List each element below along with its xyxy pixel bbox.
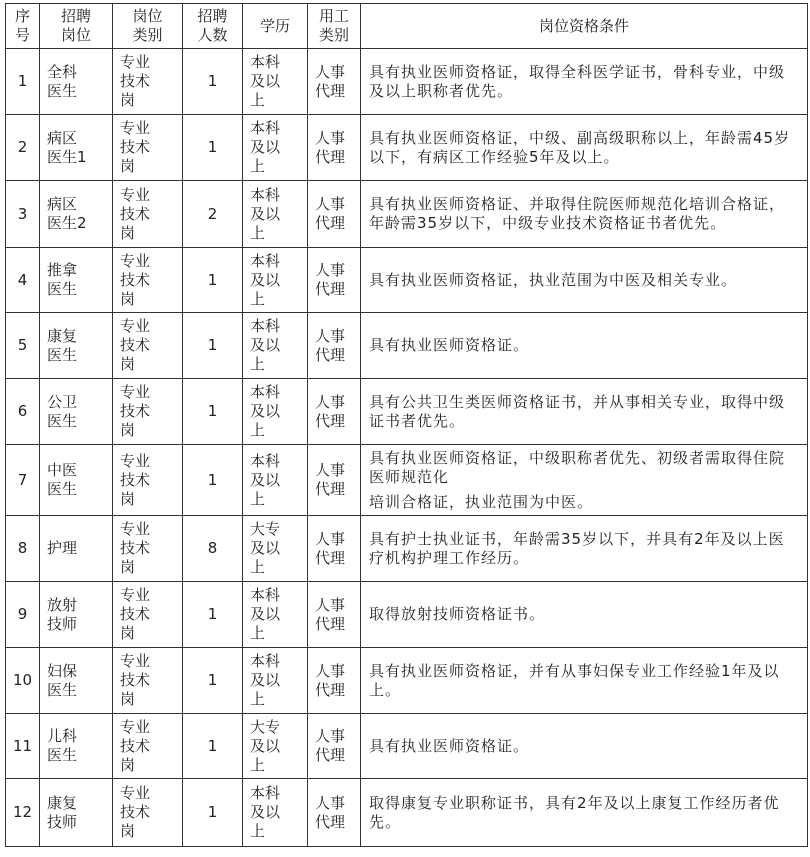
- row-employment: 人事 代理: [308, 516, 361, 582]
- table-row: [6, 379, 808, 445]
- table-row: [6, 49, 808, 115]
- row-number: 6: [6, 379, 40, 445]
- row-number: 3: [6, 181, 40, 248]
- row-category: 专业 技术 岗: [113, 379, 183, 445]
- row-number: 9: [6, 582, 40, 648]
- row-number: 1: [6, 49, 40, 115]
- row-requirements: 具有执业医师资格证、并取得住院医师规范化培训合格证，年龄需35岁以下，中级专业技术资格证书者优先。: [361, 181, 808, 248]
- row-employment: 人事 代理: [308, 582, 361, 648]
- row-requirements: 具有执业医师资格证，执业范围为中医及相关专业。: [361, 248, 808, 313]
- row-employment: 人事 代理: [308, 248, 361, 313]
- row-requirements: 取得康复专业职称证书，具有2年及以上康复工作经历者优先。: [361, 779, 808, 847]
- row-count: 1: [183, 582, 243, 648]
- row-education: 本科 及以 上: [243, 115, 308, 181]
- row-education: 本科 及以 上: [243, 379, 308, 445]
- row-employment: 人事 代理: [308, 379, 361, 445]
- row-education: 本科 及以 上: [243, 181, 308, 248]
- row-education: 本科 及以 上: [243, 445, 308, 516]
- row-count: 1: [183, 313, 243, 379]
- row-position: 病区 医生1: [40, 115, 113, 181]
- row-education: 本科 及以 上: [243, 248, 308, 313]
- table-row: [6, 115, 808, 181]
- row-position: 病区 医生2: [40, 181, 113, 248]
- table-row: [6, 181, 808, 248]
- recruitment-table: [5, 3, 808, 847]
- table-row: [6, 445, 808, 516]
- row-requirements: 具有执业医师资格证，并有从事妇保专业工作经验1年及以上。: [361, 648, 808, 714]
- row-education: 大专 及以 上: [243, 516, 308, 582]
- table-row: [6, 582, 808, 648]
- row-position: 康复 技师: [40, 779, 113, 847]
- table-row: [6, 714, 808, 779]
- header-no: 序 号: [6, 4, 40, 49]
- row-position: 推拿 医生: [40, 248, 113, 313]
- row-education: 本科 及以 上: [243, 313, 308, 379]
- row-requirements: 具有执业医师资格证。: [361, 313, 808, 379]
- row-category: 专业 技术 岗: [113, 313, 183, 379]
- row-position: 放射 技师: [40, 582, 113, 648]
- row-category: 专业 技术 岗: [113, 248, 183, 313]
- row-position: 护理: [40, 516, 113, 582]
- row-requirements: 取得放射技师资格证书。: [361, 582, 808, 648]
- row-requirements: 具有执业医师资格证，中级、副高级职称以上，年龄需45岁以下，有病区工作经验5年及以上。: [361, 115, 808, 181]
- row-number: 12: [6, 779, 40, 847]
- row-category: 专业 技术 岗: [113, 714, 183, 779]
- row-employment: 人事 代理: [308, 313, 361, 379]
- row-category: 专业 技术 岗: [113, 648, 183, 714]
- row-education: 大专 及以 上: [243, 714, 308, 779]
- row-employment: 人事 代理: [308, 181, 361, 248]
- row-requirements: 具有执业医师资格证，中级职称者优先、初级者需取得住院医师规范化 培训合格证，执业范围为中医。: [361, 445, 808, 516]
- row-number: 5: [6, 313, 40, 379]
- row-requirements: 具有护士执业证书，年龄需35岁以下，并具有2年及以上医疗机构护理工作经历。: [361, 516, 808, 582]
- row-count: 1: [183, 115, 243, 181]
- row-position: 全科 医生: [40, 49, 113, 115]
- row-position: 康复 医生: [40, 313, 113, 379]
- row-category: 专业 技术 岗: [113, 49, 183, 115]
- row-employment: 人事 代理: [308, 49, 361, 115]
- row-count: 1: [183, 49, 243, 115]
- header-employment: 用工 类别: [308, 4, 361, 49]
- header-row: [6, 4, 808, 49]
- row-education: 本科 及以 上: [243, 582, 308, 648]
- row-position: 儿科 医生: [40, 714, 113, 779]
- row-count: 1: [183, 714, 243, 779]
- row-requirements: 具有执业医师资格证，取得全科医学证书，骨科专业，中级及以上职称者优先。: [361, 49, 808, 115]
- header-count: 招聘 人数: [183, 4, 243, 49]
- row-count: 1: [183, 445, 243, 516]
- row-education: 本科 及以 上: [243, 648, 308, 714]
- row-category: 专业 技术 岗: [113, 115, 183, 181]
- row-category: 专业 技术 岗: [113, 516, 183, 582]
- table-row: [6, 313, 808, 379]
- header-education: 学历: [243, 4, 308, 49]
- table-row: [6, 516, 808, 582]
- table-row: [6, 779, 808, 847]
- row-number: 2: [6, 115, 40, 181]
- row-employment: 人事 代理: [308, 714, 361, 779]
- row-count: 8: [183, 516, 243, 582]
- row-count: 1: [183, 779, 243, 847]
- row-category: 专业 技术 岗: [113, 582, 183, 648]
- row-position: 公卫 医生: [40, 379, 113, 445]
- row-requirements: 具有公共卫生类医师资格证书，并从事相关专业，取得中级证书者优先。: [361, 379, 808, 445]
- row-position: 妇保 医生: [40, 648, 113, 714]
- row-employment: 人事 代理: [308, 779, 361, 847]
- row-requirements: 具有执业医师资格证。: [361, 714, 808, 779]
- row-education: 本科 及以 上: [243, 49, 308, 115]
- row-category: 专业 技术 岗: [113, 779, 183, 847]
- row-employment: 人事 代理: [308, 648, 361, 714]
- row-number: 10: [6, 648, 40, 714]
- row-number: 7: [6, 445, 40, 516]
- row-education: 本科 及以 上: [243, 779, 308, 847]
- table-row: [6, 648, 808, 714]
- row-number: 11: [6, 714, 40, 779]
- row-position: 中医 医生: [40, 445, 113, 516]
- row-number: 8: [6, 516, 40, 582]
- row-count: 1: [183, 248, 243, 313]
- row-employment: 人事 代理: [308, 115, 361, 181]
- row-category: 专业 技术 岗: [113, 445, 183, 516]
- header-position: 招聘 岗位: [40, 4, 113, 49]
- header-category: 岗位 类别: [113, 4, 183, 49]
- row-count: 1: [183, 379, 243, 445]
- row-count: 1: [183, 648, 243, 714]
- header-requirements: 岗位资格条件: [361, 4, 808, 49]
- row-number: 4: [6, 248, 40, 313]
- row-count: 2: [183, 181, 243, 248]
- row-category: 专业 技术 岗: [113, 181, 183, 248]
- row-employment: 人事 代理: [308, 445, 361, 516]
- table-row: [6, 248, 808, 313]
